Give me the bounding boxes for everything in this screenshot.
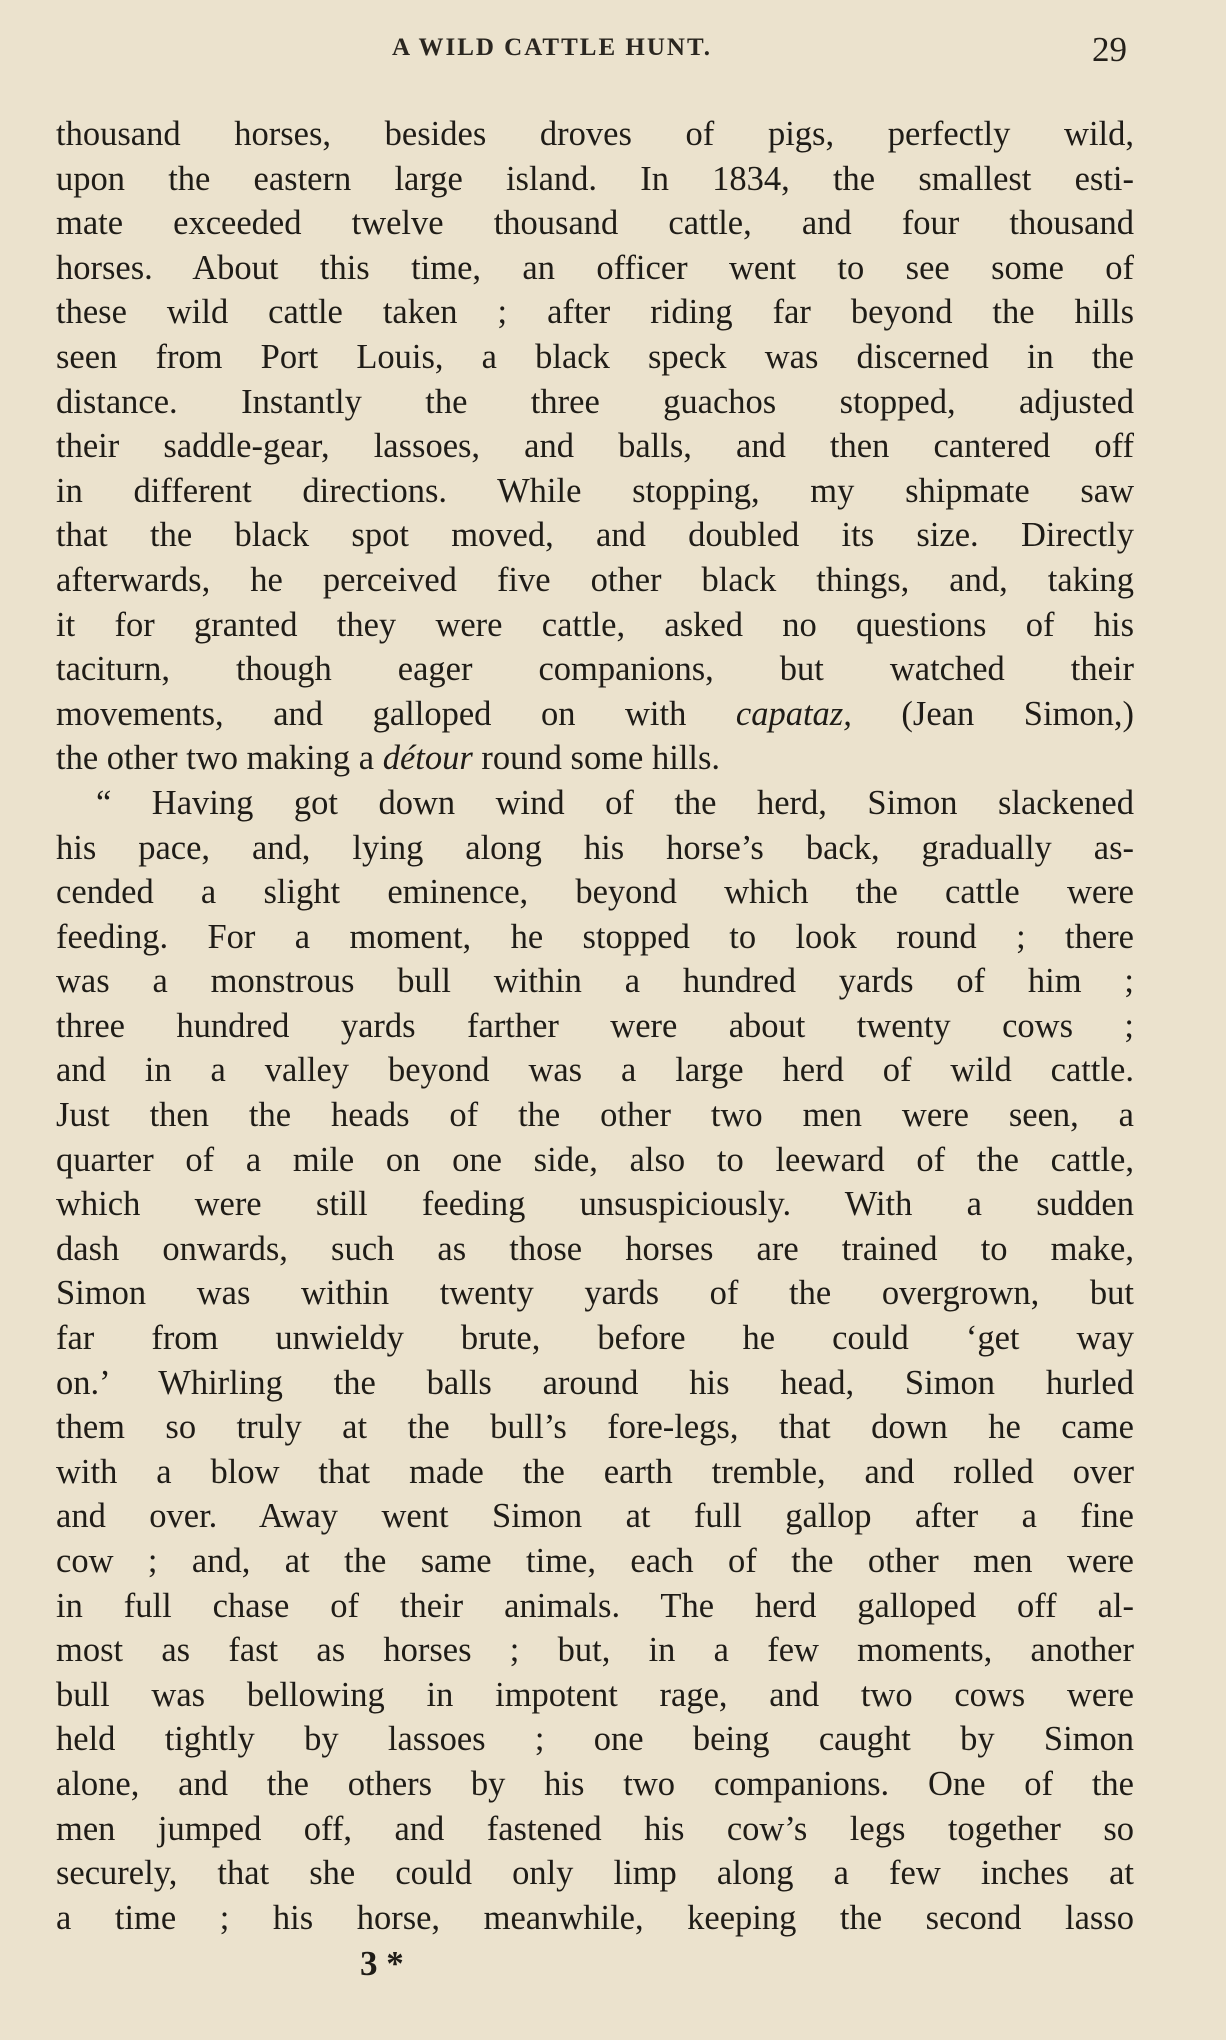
- text-line: securely, that she could only limp along a few inches at: [56, 1854, 1134, 1893]
- text-line: men jumped off, and fastened his cow’s legs together so: [56, 1809, 1134, 1848]
- text-line: taciturn, though eager companions, but watched their: [56, 650, 1134, 689]
- text-line: far from unwieldy brute, before he could ‘get way: [56, 1319, 1134, 1358]
- text-fragment: the other two making a: [56, 739, 383, 778]
- text-line: cended a slight eminence, beyond which the cattle were: [56, 873, 1134, 912]
- text-line: it for granted they were cattle, asked no questions of his: [56, 605, 1134, 644]
- signature-mark: 3 *: [360, 1944, 404, 1983]
- text-line: their saddle-gear, lassoes, and balls, and then cantered off: [56, 427, 1134, 466]
- page-number: 29: [1092, 30, 1127, 69]
- text-line: in different directions. While stopping, my shipmate saw: [56, 471, 1134, 510]
- text-line: afterwards, he perceived five other black things, and, taking: [56, 560, 1134, 599]
- text-line-with-italic: [56, 692, 1134, 737]
- text-line: horses. About this time, an officer went to see some of: [56, 248, 1134, 287]
- text-fragment: movements, and galloped on with: [56, 694, 736, 733]
- text-line: mate exceeded twelve thousand cattle, and four thousand: [56, 204, 1134, 243]
- paragraph-start-line: “ Having got down wind of the herd, Simon slackened: [96, 783, 1134, 822]
- text-line: Simon was within twenty yards of the overgrown, but: [56, 1274, 1134, 1313]
- text-line: his pace, and, lying along his horse’s back, gradually as-: [56, 828, 1134, 867]
- text-fragment: (Jean Simon,): [851, 694, 1134, 733]
- text-line: cow ; and, at the same time, each of the other men were: [56, 1542, 1134, 1580]
- running-title: A WILD CATTLE HUNT.: [392, 34, 713, 61]
- text-line: was a monstrous bull within a hundred yards of him ;: [56, 962, 1134, 1001]
- body-text: [56, 112, 1134, 1940]
- text-line: thousand horses, besides droves of pigs, perfectly wild,: [56, 115, 1134, 153]
- text-line: upon the eastern large island. In 1834, the smallest esti-: [56, 159, 1134, 198]
- text-line: feeding. For a moment, he stopped to look round ; there: [56, 917, 1134, 956]
- text-line: distance. Instantly the three guachos stopped, adjusted: [56, 382, 1134, 421]
- text-line: alone, and the others by his two companions. One of the: [56, 1764, 1134, 1803]
- text-line: most as fast as horses ; but, in a few moments, another: [56, 1631, 1134, 1670]
- text-line: Just then the heads of the other two men were seen, a: [56, 1096, 1134, 1135]
- text-line: a time ; his horse, meanwhile, keeping the second lasso: [56, 1898, 1134, 1937]
- text-line: three hundred yards farther were about twenty cows ;: [56, 1006, 1134, 1045]
- text-fragment: round some hills.: [472, 739, 721, 778]
- text-line: and in a valley beyond was a large herd of wild cattle.: [56, 1051, 1134, 1090]
- italic-word: détour: [382, 739, 473, 778]
- text-line: on.’ Whirling the balls around his head, Simon hurled: [56, 1363, 1134, 1402]
- text-line: with a blow that made the earth tremble, and rolled over: [56, 1452, 1134, 1491]
- text-line: seen from Port Louis, a black speck was discerned in the: [56, 337, 1134, 376]
- text-line: held tightly by lassoes ; one being caught by Simon: [56, 1720, 1134, 1759]
- text-line: dash onwards, such as those horses are trained to make,: [56, 1229, 1134, 1268]
- text-line: and over. Away went Simon at full gallop after a fine: [56, 1497, 1134, 1536]
- italic-word: capataz,: [735, 694, 852, 733]
- text-line: bull was bellowing in impotent rage, and two cows were: [56, 1675, 1134, 1714]
- text-line: quarter of a mile on one side, also to leeward of the cattle,: [56, 1140, 1134, 1179]
- text-line: in full chase of their animals. The herd galloped off al-: [56, 1586, 1134, 1625]
- running-head: [0, 32, 1226, 72]
- text-line-with-italic: [56, 736, 1134, 781]
- text-line: which were still feeding unsuspiciously. With a sudden: [56, 1185, 1134, 1224]
- text-line: them so truly at the bull’s fore-legs, that down he came: [56, 1408, 1134, 1447]
- text-line: that the black spot moved, and doubled its size. Directly: [56, 516, 1134, 555]
- text-line: these wild cattle taken ; after riding far beyond the hills: [56, 293, 1134, 332]
